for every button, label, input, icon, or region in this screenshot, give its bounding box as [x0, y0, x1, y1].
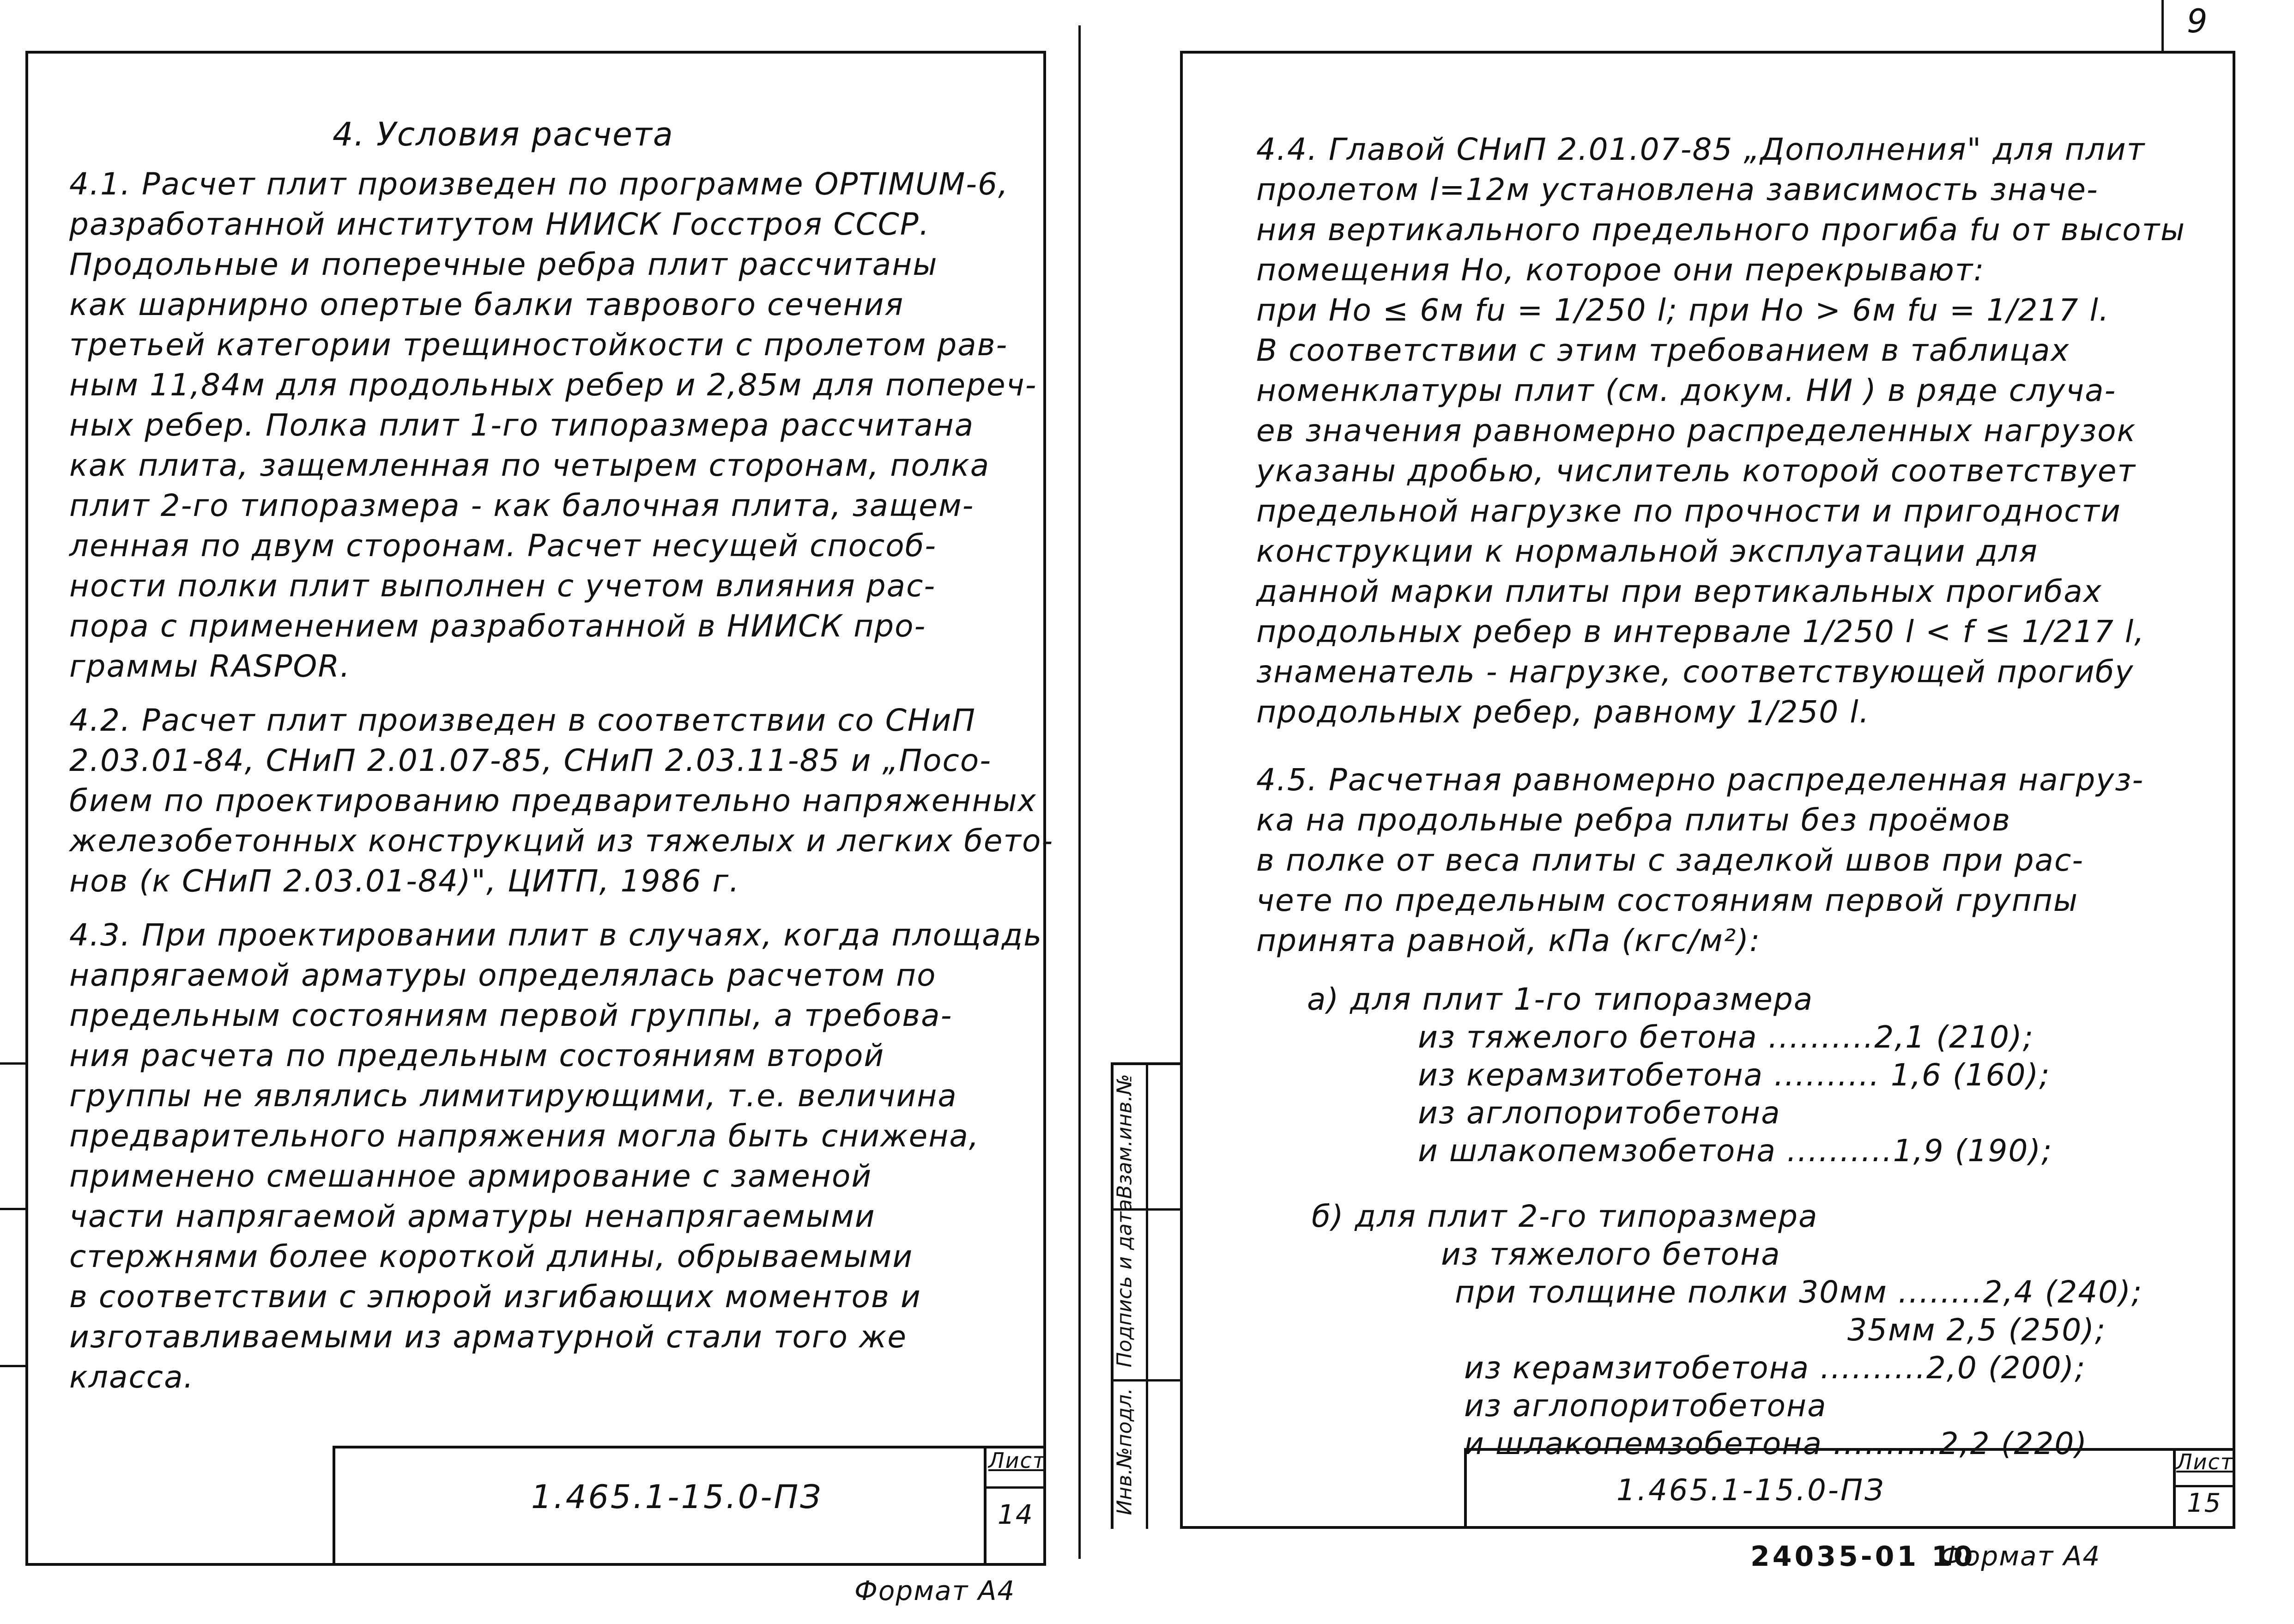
left-body-line: в соответствии с эпюрой изгибающих моментов и: [69, 1279, 921, 1315]
right-body-line: ев значения равномерно распределенных нагрузок: [1256, 413, 2137, 448]
side-label-vzam: Взам.инв.№: [1113, 1074, 1137, 1199]
right-body-line: ния вертикального предельного прогиба fu от высоты: [1256, 212, 2186, 248]
left-margin-tick: [0, 1208, 25, 1210]
left-body-line: применено смешанное армирование с заменой: [69, 1158, 872, 1194]
right-body-line: продольных ребер, равному 1/250 l.: [1256, 694, 1870, 730]
left-heading: 4. Условия расчета: [333, 115, 674, 153]
right-body-line: знаменатель - нагрузке, соответствующей прогибу: [1256, 654, 2134, 690]
left-body-line: нов (к СНиП 2.03.01-84)", ЦИТП, 1986 г.: [69, 863, 740, 899]
left-body-line: 2.03.01-84, СНиП 2.01.07-85, СНиП 2.03.11-85 и „Посо-: [69, 743, 992, 778]
left-body-line: граммы RASPOR.: [69, 648, 351, 684]
right-body-line: при толщине полки 30мм ........2,4 (240);: [1455, 1274, 2143, 1310]
left-body-line: изготавливаемыми из арматурной стали того же: [69, 1319, 907, 1355]
left-margin-tick: [0, 1365, 25, 1367]
right-body-line: ка на продольные ребра плиты без проёмов: [1256, 802, 2011, 838]
left-body-line: 4.2. Расчет плит произведен в соответствии со СНиП: [69, 703, 976, 738]
left-body-line: как плита, защемленная по четырем сторонам, полка: [69, 448, 990, 483]
left-body-line: предварительного напряжения могла быть снижена,: [69, 1118, 980, 1154]
left-body-line: третьей категории трещиностойкости с пролетом рав-: [69, 327, 1008, 363]
right-body-line: предельной нагрузке по прочности и пригодности: [1256, 493, 2121, 529]
right-body-line: конструкции к нормальной эксплуатации для: [1256, 533, 2038, 569]
right-body-line: из керамзитобетона .......... 1,6 (160);: [1418, 1057, 2051, 1093]
left-sheet-number: 14: [998, 1499, 1034, 1530]
left-body-line: плит 2-го типоразмера - как балочная плита, защем-: [69, 488, 974, 523]
left-body-line: Продольные и поперечные ребра плит рассчитаны: [69, 247, 938, 282]
left-body-line: части напрягаемой арматуры ненапрягаемыми: [69, 1199, 876, 1234]
right-body-line: б) для плит 2-го типоразмера: [1312, 1199, 1818, 1234]
right-body-line: из тяжелого бетона: [1441, 1236, 1781, 1272]
right-body-line: из тяжелого бетона ..........2,1 (210);: [1418, 1019, 2034, 1055]
left-body-line: 4.1. Расчет плит произведен по программе OPTIMUM-6,: [69, 166, 1009, 202]
left-body-line: ния расчета по предельным состояниям второй: [69, 1038, 885, 1073]
right-body-line: В соответствии с этим требованием в таблицах: [1256, 333, 2070, 368]
right-body-line: продольных ребер в интервале 1/250 l < f ≤ 1/217 l,: [1256, 614, 2145, 649]
right-format: Формат А4: [1940, 1540, 2101, 1572]
archive-number: 24035-01 10: [1750, 1540, 1976, 1573]
right-stamp-code: 1.465.1-15.0-ПЗ: [1616, 1473, 1886, 1508]
left-body-line: пора с применением разработанной в НИИСК про-: [69, 608, 926, 644]
right-body-line: 4.5. Расчетная равномерно распределенная нагруз-: [1256, 762, 2144, 798]
left-margin-tick: [0, 1062, 25, 1065]
right-body-line: пролетом l=12м установлена зависимость значе-: [1256, 172, 2099, 207]
right-body-line: принята равной, кПа (кгс/м²):: [1256, 923, 1761, 958]
left-body-line: напрягаемой арматуры определялась расчетом по: [69, 957, 937, 993]
page-number: 9: [2187, 2, 2209, 40]
left-body-line: ных ребер. Полка плит 1-го типоразмера рассчитана: [69, 407, 974, 443]
left-body-line: бием по проектированию предварительно напряженных: [69, 783, 1037, 818]
right-body-line: и шлакопемзобетона ..........2,2 (220): [1464, 1426, 2088, 1461]
left-format: Формат А4: [854, 1575, 1016, 1606]
page-number-box-edge: [2161, 0, 2164, 51]
left-body-line: как шарнирно опертые балки таврового сечения: [69, 287, 904, 322]
left-body-line: класса.: [69, 1359, 194, 1395]
left-body-line: ленная по двум сторонам. Расчет несущей способ-: [69, 528, 937, 564]
left-stamp-code: 1.465.1-15.0-ПЗ: [531, 1478, 823, 1516]
right-body-line: номенклатуры плит (см. докум. НИ ) в ряде случа-: [1256, 373, 2117, 408]
left-body-line: железобетонных конструкций из тяжелых и легких бето-: [69, 823, 1054, 859]
side-label-inv-podl: Инв.№подл.: [1113, 1388, 1137, 1515]
right-body-line: в полке от веса плиты с заделкой швов при рас-: [1256, 842, 2084, 878]
right-body-line: помещения Hо, которое они перекрывают:: [1256, 252, 1985, 288]
side-label-signature: Подпись и дата: [1113, 1199, 1137, 1368]
right-body-line: из керамзитобетона ..........2,0 (200);: [1464, 1350, 2086, 1386]
left-body-line: стержнями более короткой длины, обрываемыми: [69, 1239, 914, 1274]
left-body-line: группы не являлись лимитирующими, т.е. величина: [69, 1078, 957, 1114]
right-body-line: указаны дробью, числитель которой соответствует: [1256, 453, 2136, 489]
right-body-line: а) для плит 1-го типоразмера: [1307, 982, 1814, 1017]
right-body-line: из аглопоритобетона: [1464, 1388, 1827, 1424]
right-sheet-label: Лист: [2176, 1449, 2234, 1474]
left-body-line: 4.3. При проектировании плит в случаях, когда площадь: [69, 917, 1043, 953]
right-body-line: из аглопоритобетона: [1418, 1095, 1781, 1131]
right-body-line: чете по предельным состояниям первой группы: [1256, 883, 2078, 918]
right-sheet-number: 15: [2187, 1488, 2222, 1518]
left-sheet-label: Лист: [988, 1448, 1046, 1473]
right-body-line: 35мм 2,5 (250);: [1847, 1312, 2106, 1348]
right-body-line: данной марки плиты при вертикальных прогибах: [1256, 574, 2102, 609]
left-body-line: предельным состояниям первой группы, а требова-: [69, 998, 953, 1033]
right-body-line: при Hо ≤ 6м fu = 1/250 l; при Hо > 6м fu = 1/217 l.: [1256, 292, 2110, 328]
left-body-line: ным 11,84м для продольных ребер и 2,85м для попереч-: [69, 367, 1037, 403]
binding-line: [1078, 25, 1081, 1559]
right-body-line: и шлакопемзобетона ..........1,9 (190);: [1418, 1133, 2053, 1169]
left-body-line: ности полки плит выполнен с учетом влияния рас-: [69, 568, 936, 604]
left-body-line: разработанной институтом НИИСК Госстроя СССР.: [69, 206, 930, 242]
right-body-line: 4.4. Главой СНиП 2.01.07-85 „Дополнения" для плит: [1256, 132, 2146, 167]
